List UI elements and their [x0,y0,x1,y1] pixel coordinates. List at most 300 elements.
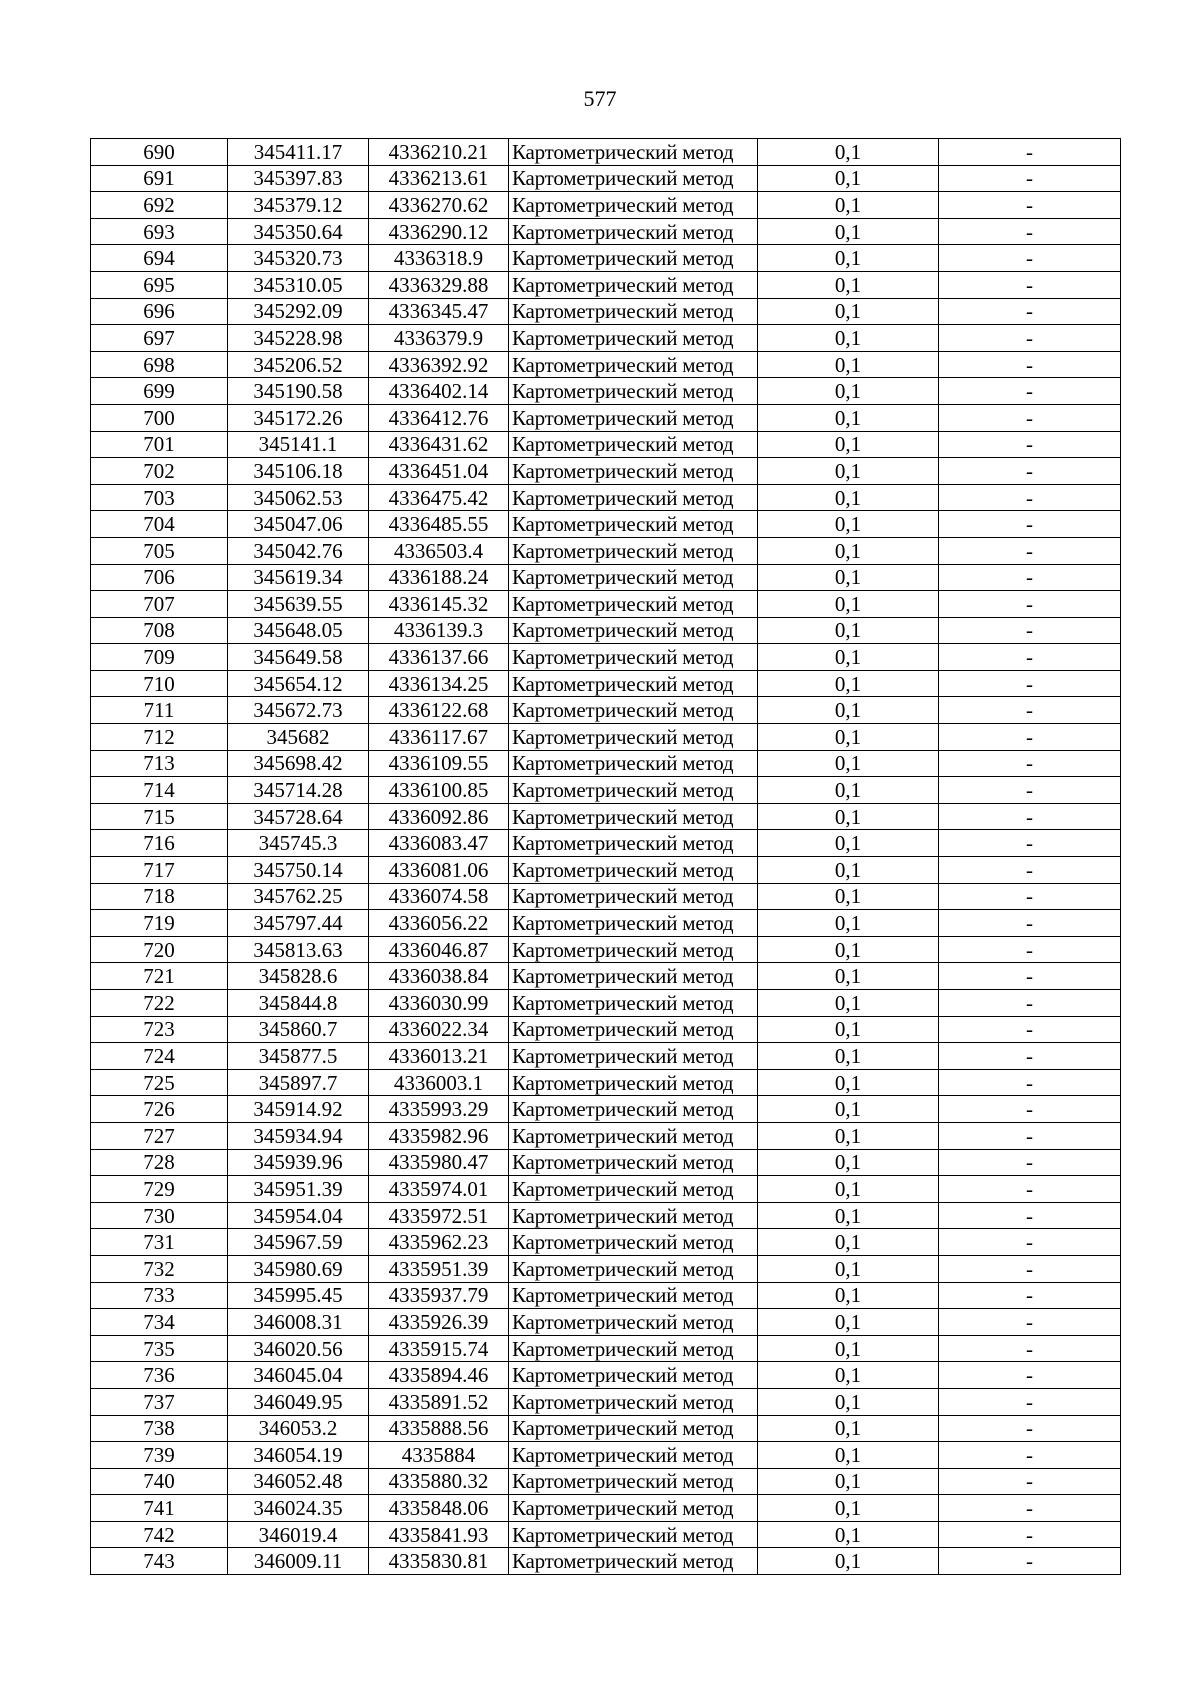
method-cell: Картометрический метод [509,511,758,538]
accuracy-cell: 0,1 [758,1468,939,1495]
table-row [91,1069,1121,1096]
description-cell: - [939,910,1121,937]
x-coordinate-cell: 346049.95 [228,1388,369,1415]
accuracy-cell: 0,1 [758,1548,939,1575]
y-coordinate-cell: 4335848.06 [369,1495,509,1522]
table-row [91,192,1121,219]
method-cell: Картометрический метод [509,1096,758,1123]
method-cell: Картометрический метод [509,218,758,245]
description-cell: - [939,378,1121,405]
point-number-cell: 722 [91,990,228,1017]
point-number-cell: 694 [91,245,228,272]
table-row [91,511,1121,538]
point-number-cell: 696 [91,298,228,325]
description-cell: - [939,298,1121,325]
accuracy-cell: 0,1 [758,192,939,219]
y-coordinate-cell: 4336139.3 [369,617,509,644]
table-row [91,1495,1121,1522]
table-row [91,591,1121,618]
x-coordinate-cell: 345762.25 [228,883,369,910]
x-coordinate-cell: 346045.04 [228,1362,369,1389]
point-number-cell: 716 [91,830,228,857]
point-number-cell: 693 [91,218,228,245]
table-row [91,1016,1121,1043]
x-coordinate-cell: 345914.92 [228,1096,369,1123]
point-number-cell: 695 [91,271,228,298]
x-coordinate-cell: 345698.42 [228,750,369,777]
method-cell: Картометрический метод [509,910,758,937]
table-row [91,617,1121,644]
x-coordinate-cell: 345350.64 [228,218,369,245]
table-row [91,936,1121,963]
method-cell: Картометрический метод [509,245,758,272]
accuracy-cell: 0,1 [758,245,939,272]
accuracy-cell: 0,1 [758,271,939,298]
method-cell: Картометрический метод [509,1122,758,1149]
x-coordinate-cell: 345639.55 [228,591,369,618]
description-cell: - [939,1362,1121,1389]
x-coordinate-cell: 345813.63 [228,936,369,963]
point-number-cell: 705 [91,537,228,564]
point-number-cell: 740 [91,1468,228,1495]
method-cell: Картометрический метод [509,1468,758,1495]
point-number-cell: 728 [91,1149,228,1176]
accuracy-cell: 0,1 [758,1176,939,1203]
x-coordinate-cell: 345954.04 [228,1202,369,1229]
method-cell: Картометрический метод [509,564,758,591]
x-coordinate-cell: 346019.4 [228,1521,369,1548]
point-number-cell: 739 [91,1442,228,1469]
method-cell: Картометрический метод [509,1176,758,1203]
y-coordinate-cell: 4336412.76 [369,404,509,431]
accuracy-cell: 0,1 [758,139,939,166]
description-cell: - [939,218,1121,245]
y-coordinate-cell: 4336392.92 [369,351,509,378]
point-number-cell: 692 [91,192,228,219]
description-cell: - [939,404,1121,431]
table-row [91,404,1121,431]
description-cell: - [939,245,1121,272]
table-row [91,990,1121,1017]
table-row [91,724,1121,751]
table-row [91,963,1121,990]
point-number-cell: 730 [91,1202,228,1229]
x-coordinate-cell: 345228.98 [228,325,369,352]
accuracy-cell: 0,1 [758,165,939,192]
point-number-cell: 714 [91,777,228,804]
point-number-cell: 721 [91,963,228,990]
description-cell: - [939,139,1121,166]
method-cell: Картометрический метод [509,1309,758,1336]
x-coordinate-cell: 345106.18 [228,458,369,485]
description-cell: - [939,830,1121,857]
y-coordinate-cell: 4335884 [369,1442,509,1469]
x-coordinate-cell: 345292.09 [228,298,369,325]
point-number-cell: 700 [91,404,228,431]
point-number-cell: 727 [91,1122,228,1149]
method-cell: Картометрический метод [509,1415,758,1442]
x-coordinate-cell: 345190.58 [228,378,369,405]
method-cell: Картометрический метод [509,192,758,219]
method-cell: Картометрический метод [509,936,758,963]
y-coordinate-cell: 4336402.14 [369,378,509,405]
x-coordinate-cell: 345047.06 [228,511,369,538]
description-cell: - [939,1282,1121,1309]
method-cell: Картометрический метод [509,165,758,192]
y-coordinate-cell: 4336081.06 [369,857,509,884]
x-coordinate-cell: 345042.76 [228,537,369,564]
accuracy-cell: 0,1 [758,458,939,485]
accuracy-cell: 0,1 [758,511,939,538]
point-number-cell: 723 [91,1016,228,1043]
table-row [91,378,1121,405]
accuracy-cell: 0,1 [758,644,939,671]
y-coordinate-cell: 4336003.1 [369,1069,509,1096]
x-coordinate-cell: 345844.8 [228,990,369,1017]
method-cell: Картометрический метод [509,1043,758,1070]
x-coordinate-cell: 345951.39 [228,1176,369,1203]
table-row [91,298,1121,325]
description-cell: - [939,165,1121,192]
x-coordinate-cell: 345897.7 [228,1069,369,1096]
description-cell: - [939,963,1121,990]
method-cell: Картометрический метод [509,1335,758,1362]
accuracy-cell: 0,1 [758,1442,939,1469]
table-row [91,271,1121,298]
method-cell: Картометрический метод [509,1495,758,1522]
accuracy-cell: 0,1 [758,1122,939,1149]
table-row [91,165,1121,192]
page-number: 577 [583,86,617,111]
table-row [91,750,1121,777]
method-cell: Картометрический метод [509,750,758,777]
y-coordinate-cell: 4335891.52 [369,1388,509,1415]
method-cell: Картометрический метод [509,1149,758,1176]
accuracy-cell: 0,1 [758,1415,939,1442]
point-number-cell: 711 [91,697,228,724]
description-cell: - [939,883,1121,910]
accuracy-cell: 0,1 [758,431,939,458]
accuracy-cell: 0,1 [758,777,939,804]
y-coordinate-cell: 4335915.74 [369,1335,509,1362]
point-number-cell: 706 [91,564,228,591]
table-row [91,670,1121,697]
x-coordinate-cell: 345672.73 [228,697,369,724]
accuracy-cell: 0,1 [758,1495,939,1522]
y-coordinate-cell: 4336345.47 [369,298,509,325]
point-number-cell: 703 [91,484,228,511]
accuracy-cell: 0,1 [758,617,939,644]
accuracy-cell: 0,1 [758,1282,939,1309]
description-cell: - [939,803,1121,830]
table-row [91,139,1121,166]
table-row [91,1229,1121,1256]
x-coordinate-cell: 345379.12 [228,192,369,219]
accuracy-cell: 0,1 [758,803,939,830]
description-cell: - [939,1229,1121,1256]
table-row [91,1202,1121,1229]
point-number-cell: 702 [91,458,228,485]
y-coordinate-cell: 4336145.32 [369,591,509,618]
x-coordinate-cell: 345062.53 [228,484,369,511]
y-coordinate-cell: 4336318.9 [369,245,509,272]
x-coordinate-cell: 345828.6 [228,963,369,990]
description-cell: - [939,1069,1121,1096]
table-row [91,1548,1121,1575]
y-coordinate-cell: 4336092.86 [369,803,509,830]
table-row [91,1521,1121,1548]
y-coordinate-cell: 4336100.85 [369,777,509,804]
table-row [91,245,1121,272]
point-number-cell: 729 [91,1176,228,1203]
x-coordinate-cell: 345980.69 [228,1255,369,1282]
x-coordinate-cell: 345877.5 [228,1043,369,1070]
description-cell: - [939,537,1121,564]
y-coordinate-cell: 4336475.42 [369,484,509,511]
y-coordinate-cell: 4336074.58 [369,883,509,910]
description-cell: - [939,1548,1121,1575]
table-row [91,803,1121,830]
point-number-cell: 737 [91,1388,228,1415]
point-number-cell: 701 [91,431,228,458]
point-number-cell: 717 [91,857,228,884]
x-coordinate-cell: 346020.56 [228,1335,369,1362]
x-coordinate-cell: 345649.58 [228,644,369,671]
x-coordinate-cell: 345310.05 [228,271,369,298]
x-coordinate-cell: 346009.11 [228,1548,369,1575]
point-number-cell: 719 [91,910,228,937]
method-cell: Картометрический метод [509,990,758,1017]
y-coordinate-cell: 4336329.88 [369,271,509,298]
table-row [91,1043,1121,1070]
method-cell: Картометрический метод [509,857,758,884]
table-row [91,1149,1121,1176]
description-cell: - [939,1468,1121,1495]
accuracy-cell: 0,1 [758,750,939,777]
description-cell: - [939,1442,1121,1469]
x-coordinate-cell: 345320.73 [228,245,369,272]
y-coordinate-cell: 4335894.46 [369,1362,509,1389]
x-coordinate-cell: 346053.2 [228,1415,369,1442]
table-row [91,1415,1121,1442]
method-cell: Картометрический метод [509,298,758,325]
accuracy-cell: 0,1 [758,1229,939,1256]
table-row [91,644,1121,671]
accuracy-cell: 0,1 [758,1362,939,1389]
x-coordinate-cell: 345682 [228,724,369,751]
x-coordinate-cell: 345141.1 [228,431,369,458]
description-cell: - [939,936,1121,963]
description-cell: - [939,458,1121,485]
point-number-cell: 697 [91,325,228,352]
description-cell: - [939,511,1121,538]
description-cell: - [939,1309,1121,1336]
point-number-cell: 713 [91,750,228,777]
method-cell: Картометрический метод [509,378,758,405]
table-row [91,458,1121,485]
description-cell: - [939,351,1121,378]
y-coordinate-cell: 4336210.21 [369,139,509,166]
point-number-cell: 709 [91,644,228,671]
method-cell: Картометрический метод [509,670,758,697]
point-number-cell: 712 [91,724,228,751]
y-coordinate-cell: 4336030.99 [369,990,509,1017]
description-cell: - [939,857,1121,884]
y-coordinate-cell: 4336379.9 [369,325,509,352]
y-coordinate-cell: 4335982.96 [369,1122,509,1149]
x-coordinate-cell: 346052.48 [228,1468,369,1495]
table-row [91,1468,1121,1495]
table-row [91,1335,1121,1362]
point-number-cell: 742 [91,1521,228,1548]
description-cell: - [939,1255,1121,1282]
table-row [91,857,1121,884]
method-cell: Картометрический метод [509,325,758,352]
description-cell: - [939,1096,1121,1123]
table-row [91,697,1121,724]
accuracy-cell: 0,1 [758,1016,939,1043]
y-coordinate-cell: 4336503.4 [369,537,509,564]
method-cell: Картометрический метод [509,139,758,166]
x-coordinate-cell: 345648.05 [228,617,369,644]
accuracy-cell: 0,1 [758,1202,939,1229]
x-coordinate-cell: 345397.83 [228,165,369,192]
table-row [91,1282,1121,1309]
accuracy-cell: 0,1 [758,1149,939,1176]
method-cell: Картометрический метод [509,404,758,431]
table-row [91,1122,1121,1149]
method-cell: Картометрический метод [509,1521,758,1548]
method-cell: Картометрический метод [509,777,758,804]
description-cell: - [939,1495,1121,1522]
accuracy-cell: 0,1 [758,404,939,431]
description-cell: - [939,750,1121,777]
point-number-cell: 741 [91,1495,228,1522]
description-cell: - [939,644,1121,671]
description-cell: - [939,1202,1121,1229]
table-row [91,830,1121,857]
description-cell: - [939,1415,1121,1442]
y-coordinate-cell: 4336451.04 [369,458,509,485]
y-coordinate-cell: 4336290.12 [369,218,509,245]
y-coordinate-cell: 4335980.47 [369,1149,509,1176]
x-coordinate-cell: 345750.14 [228,857,369,884]
method-cell: Картометрический метод [509,271,758,298]
x-coordinate-cell: 345206.52 [228,351,369,378]
accuracy-cell: 0,1 [758,857,939,884]
x-coordinate-cell: 345172.26 [228,404,369,431]
description-cell: - [939,1122,1121,1149]
accuracy-cell: 0,1 [758,883,939,910]
method-cell: Картометрический метод [509,537,758,564]
y-coordinate-cell: 4336013.21 [369,1043,509,1070]
x-coordinate-cell: 346054.19 [228,1442,369,1469]
method-cell: Картометрический метод [509,644,758,671]
point-number-cell: 715 [91,803,228,830]
y-coordinate-cell: 4335993.29 [369,1096,509,1123]
method-cell: Картометрический метод [509,351,758,378]
x-coordinate-cell: 345797.44 [228,910,369,937]
description-cell: - [939,484,1121,511]
y-coordinate-cell: 4336431.62 [369,431,509,458]
accuracy-cell: 0,1 [758,830,939,857]
table-row [91,777,1121,804]
accuracy-cell: 0,1 [758,378,939,405]
x-coordinate-cell: 345995.45 [228,1282,369,1309]
method-cell: Картометрический метод [509,1282,758,1309]
y-coordinate-cell: 4335926.39 [369,1309,509,1336]
y-coordinate-cell: 4336137.66 [369,644,509,671]
accuracy-cell: 0,1 [758,564,939,591]
description-cell: - [939,617,1121,644]
accuracy-cell: 0,1 [758,963,939,990]
description-cell: - [939,1335,1121,1362]
method-cell: Картометрический метод [509,803,758,830]
description-cell: - [939,724,1121,751]
description-cell: - [939,777,1121,804]
table-row [91,218,1121,245]
point-number-cell: 733 [91,1282,228,1309]
table-row [91,883,1121,910]
x-coordinate-cell: 345967.59 [228,1229,369,1256]
table-row [91,1442,1121,1469]
point-number-cell: 699 [91,378,228,405]
accuracy-cell: 0,1 [758,1096,939,1123]
description-cell: - [939,697,1121,724]
description-cell: - [939,564,1121,591]
accuracy-cell: 0,1 [758,936,939,963]
accuracy-cell: 0,1 [758,910,939,937]
method-cell: Картометрический метод [509,724,758,751]
description-cell: - [939,1149,1121,1176]
table-row [91,1255,1121,1282]
table-row [91,351,1121,378]
accuracy-cell: 0,1 [758,1521,939,1548]
method-cell: Картометрический метод [509,963,758,990]
y-coordinate-cell: 4335974.01 [369,1176,509,1203]
x-coordinate-cell: 345728.64 [228,803,369,830]
x-coordinate-cell: 345619.34 [228,564,369,591]
method-cell: Картометрический метод [509,1069,758,1096]
accuracy-cell: 0,1 [758,351,939,378]
accuracy-cell: 0,1 [758,697,939,724]
y-coordinate-cell: 4336046.87 [369,936,509,963]
y-coordinate-cell: 4335888.56 [369,1415,509,1442]
accuracy-cell: 0,1 [758,724,939,751]
point-number-cell: 704 [91,511,228,538]
accuracy-cell: 0,1 [758,484,939,511]
table-row [91,484,1121,511]
table-row [91,910,1121,937]
point-number-cell: 710 [91,670,228,697]
table-row [91,431,1121,458]
point-number-cell: 708 [91,617,228,644]
description-cell: - [939,1043,1121,1070]
method-cell: Картометрический метод [509,697,758,724]
y-coordinate-cell: 4335830.81 [369,1548,509,1575]
y-coordinate-cell: 4336038.84 [369,963,509,990]
point-number-cell: 734 [91,1309,228,1336]
description-cell: - [939,192,1121,219]
y-coordinate-cell: 4336122.68 [369,697,509,724]
point-number-cell: 720 [91,936,228,963]
method-cell: Картометрический метод [509,1388,758,1415]
accuracy-cell: 0,1 [758,1255,939,1282]
accuracy-cell: 0,1 [758,1335,939,1362]
method-cell: Картометрический метод [509,1255,758,1282]
method-cell: Картометрический метод [509,1362,758,1389]
point-number-cell: 724 [91,1043,228,1070]
